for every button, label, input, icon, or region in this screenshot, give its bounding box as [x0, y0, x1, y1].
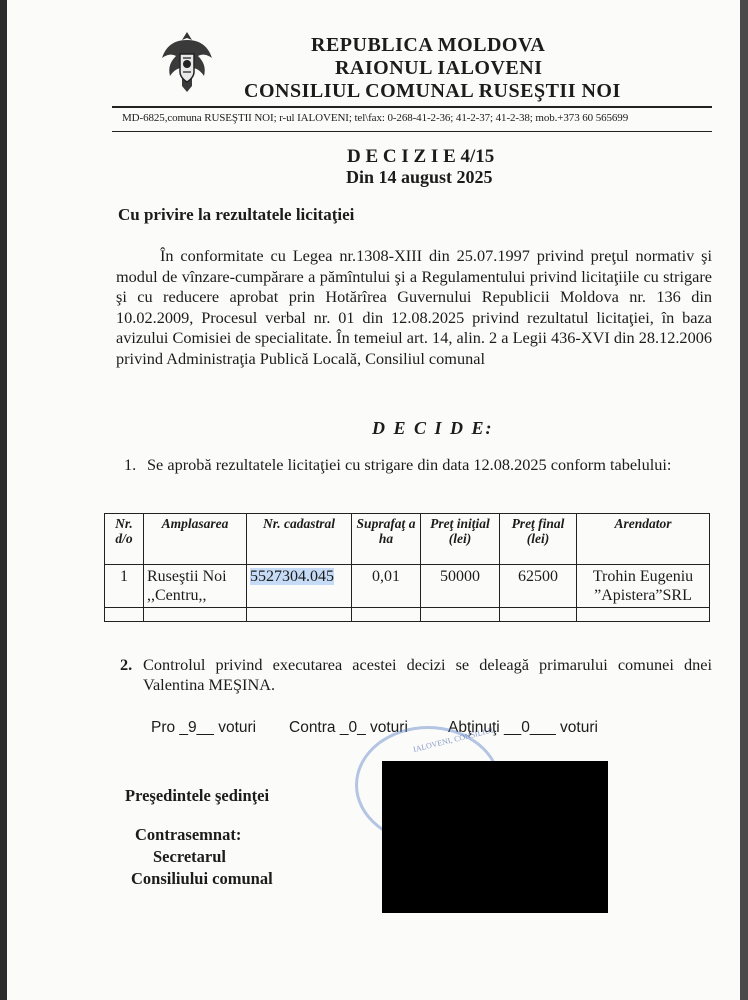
president-label: Preşedintele şedinţei — [125, 786, 270, 805]
header-contact: MD-6825,comuna RUSEŞTII NOI; r-ul IALOVENI; tel\fax: 0-268-41-2-36; 41-2-37; 41-2-38; mob.+373 60 565699 — [122, 112, 629, 124]
decision-item-1 — [124, 455, 712, 475]
auction-results-table — [104, 513, 710, 622]
header-amplasarea: Amplasarea — [144, 514, 247, 565]
header-pret-final: Preţ final (lei) — [500, 514, 577, 565]
countersigned-label: Contrasemnat: — [135, 825, 242, 844]
empty-cell — [500, 608, 577, 622]
cell-amplasarea: Ruseştii Noi ,,Centru,, — [144, 565, 247, 608]
council-label: Consiliului comunal — [131, 869, 273, 888]
item-number: 1. — [124, 455, 137, 474]
header-country: REPUBLICA MOLDOVA — [311, 34, 546, 56]
header-cadastral: Nr. cadastral — [247, 514, 352, 565]
header-pret-initial: Preţ iniţial (lei) — [421, 514, 500, 565]
decision-date: Din 14 august 2025 — [346, 167, 493, 187]
empty-cell — [144, 608, 247, 622]
secretary-label: Secretarul — [153, 847, 227, 866]
decide-heading: D E C I D E: — [372, 418, 494, 438]
decision-item-2 — [120, 655, 712, 695]
item-number: 2. — [120, 655, 133, 674]
cadastral-highlight: 5527304.045 — [250, 568, 334, 585]
table-row — [105, 565, 710, 608]
table-header-row — [105, 514, 710, 565]
stamp-text: IALOVENI, CONSILIUL — [412, 724, 497, 755]
redaction-box — [382, 761, 608, 913]
header-rule-top — [112, 106, 712, 108]
header-nr: Nr. d/o — [105, 514, 144, 565]
header-arendator: Arendator — [577, 514, 710, 565]
cell-cadastral — [247, 565, 352, 608]
cell-pret-final: 62500 — [500, 565, 577, 608]
header-rule-bottom — [112, 131, 712, 132]
decision-subject: Cu privire la rezultatele licitaţiei — [118, 205, 355, 224]
votes-abstained: Abţinuţi __0___ voturi — [448, 719, 598, 736]
decision-title: D E C I Z I E 4/15 — [347, 146, 495, 167]
cell-arendator: Trohin Eugeniu ”Apistera”SRL — [577, 565, 710, 608]
cell-nr: 1 — [105, 565, 144, 608]
votes-contra: Contra _0_ voturi — [289, 719, 408, 736]
header-district: RAIONUL IALOVENI — [335, 57, 543, 79]
coat-of-arms-icon — [160, 28, 214, 94]
cell-suprafata: 0,01 — [352, 565, 421, 608]
empty-cell — [352, 608, 421, 622]
preamble-text: În conformitate cu Legea nr.1308-XIII din 25.07.1997 privind preţul normativ şi modul de vînzare-cumpărare a pămîntului şi a Regulamentului privind licitaţiile cu strigare şi cu reducere aprobat prin Hotărîrea Guvernului Republicii Moldova nr. 136 din 10.02.2009, Procesul verbal nr. 01 din 12.08.2025 privind rezultatul licitaţiei, în baza avizului Comisiei de specialitate. În temeiul art. 14, alin. 2 a Legii 436-XVI din 28.12.2006 privind Administraţia Publică Locală, Consiliul comunal — [116, 246, 712, 368]
scan-right-edge — [740, 0, 748, 1000]
item-text: Controlul privind executarea acestei decizi se deleagă primarului comunei dnei Valentina MEŞINA. — [143, 655, 712, 694]
header-suprafata: Suprafaţ a ha — [352, 514, 421, 565]
empty-cell — [577, 608, 710, 622]
cell-pret-initial: 50000 — [421, 565, 500, 608]
votes-pro: Pro _9__ voturi — [151, 719, 257, 736]
empty-cell — [421, 608, 500, 622]
table-empty-row — [105, 608, 710, 622]
empty-cell — [105, 608, 144, 622]
scan-left-edge — [0, 0, 7, 1000]
empty-cell — [247, 608, 352, 622]
header-council: CONSILIUL COMUNAL RUSEŞTII NOI — [244, 80, 621, 102]
preamble-paragraph — [116, 246, 712, 369]
item-text: Se aprobă rezultatele licitaţiei cu strigare din data 12.08.2025 conform tabelului: — [147, 455, 672, 474]
